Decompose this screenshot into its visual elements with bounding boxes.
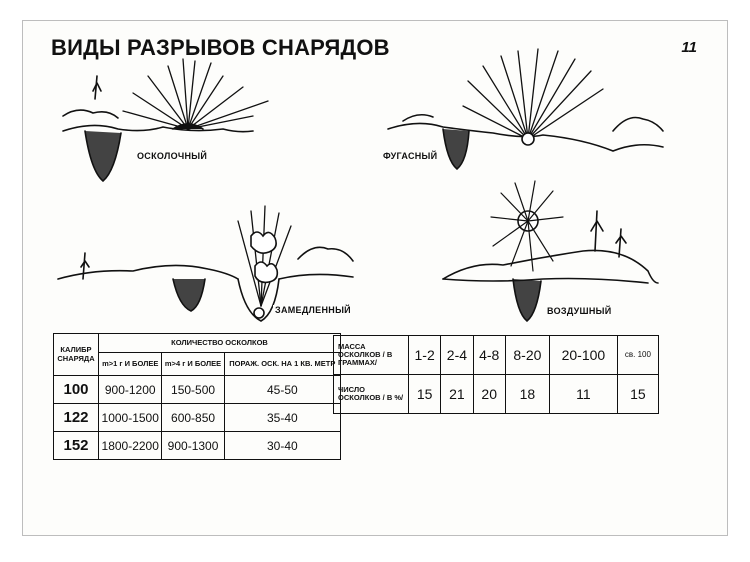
table-cell: 4-8 (473, 336, 505, 375)
caption-fragmentation: ОСКОЛОЧНЫЙ (137, 151, 208, 161)
table-cell: 2-4 (441, 336, 473, 375)
airburst-drawing (443, 181, 658, 321)
subheader-per-sqm: ПОРАЖ. ОСК. НА 1 КВ. МЕТР (224, 353, 340, 376)
header-percent: ЧИСЛО ОСКОЛКОВ / В %/ (334, 375, 409, 414)
table-cell: 20 (473, 375, 505, 414)
table-cell: 18 (505, 375, 549, 414)
caption-high-explosive: ФУГАСНЫЙ (383, 151, 438, 161)
fragment-count-table (53, 333, 341, 460)
table-cell: 30-40 (224, 432, 340, 460)
page-title: ВИДЫ РАЗРЫВОВ СНАРЯДОВ (51, 35, 390, 60)
table-row (54, 404, 341, 432)
caption-airburst: ВОЗДУШНЫЙ (547, 306, 612, 316)
fragmentation-burst-drawing (63, 59, 268, 181)
table-cell: 150-500 (162, 376, 224, 404)
subheader-4g: m>4 г И БОЛЕЕ (162, 353, 224, 376)
caption-delayed: ЗАМЕДЛЕННЫЙ (275, 305, 351, 315)
table-header-row (54, 334, 341, 353)
delayed-burst-drawing (58, 206, 353, 321)
table-cell: 1000-1500 (99, 404, 162, 432)
caliber-cell: 100 (54, 376, 99, 404)
table-row (54, 376, 341, 404)
table-cell: 900-1200 (99, 376, 162, 404)
fragment-mass-table (333, 335, 659, 414)
slide (22, 20, 728, 536)
header-mass: МАССА ОСКОЛКОВ / В ГРАММАХ/ (334, 336, 409, 375)
table-cell: 8-20 (505, 336, 549, 375)
page-number: 11 (681, 39, 697, 56)
table-row (334, 375, 659, 414)
header-caliber: КАЛИБР СНАРЯДА (54, 334, 99, 376)
header-fragment-count: КОЛИЧЕСТВО ОСКОЛКОВ (99, 334, 341, 353)
subheader-1g: m>1 г И БОЛЕЕ (99, 353, 162, 376)
table-cell: 900-1300 (162, 432, 224, 460)
table-row (54, 432, 341, 460)
table-cell: 45-50 (224, 376, 340, 404)
table-cell: 21 (441, 375, 473, 414)
table-cell: св. 100 (617, 336, 658, 375)
caliber-cell: 152 (54, 432, 99, 460)
table-cell: 1800-2200 (99, 432, 162, 460)
table-cell: 15 (409, 375, 441, 414)
table-cell: 1-2 (409, 336, 441, 375)
table-row (334, 336, 659, 375)
table-cell: 35-40 (224, 404, 340, 432)
table-cell: 600-850 (162, 404, 224, 432)
table-cell: 20-100 (549, 336, 617, 375)
caliber-cell: 122 (54, 404, 99, 432)
table-cell: 15 (617, 375, 658, 414)
table-cell: 11 (549, 375, 617, 414)
